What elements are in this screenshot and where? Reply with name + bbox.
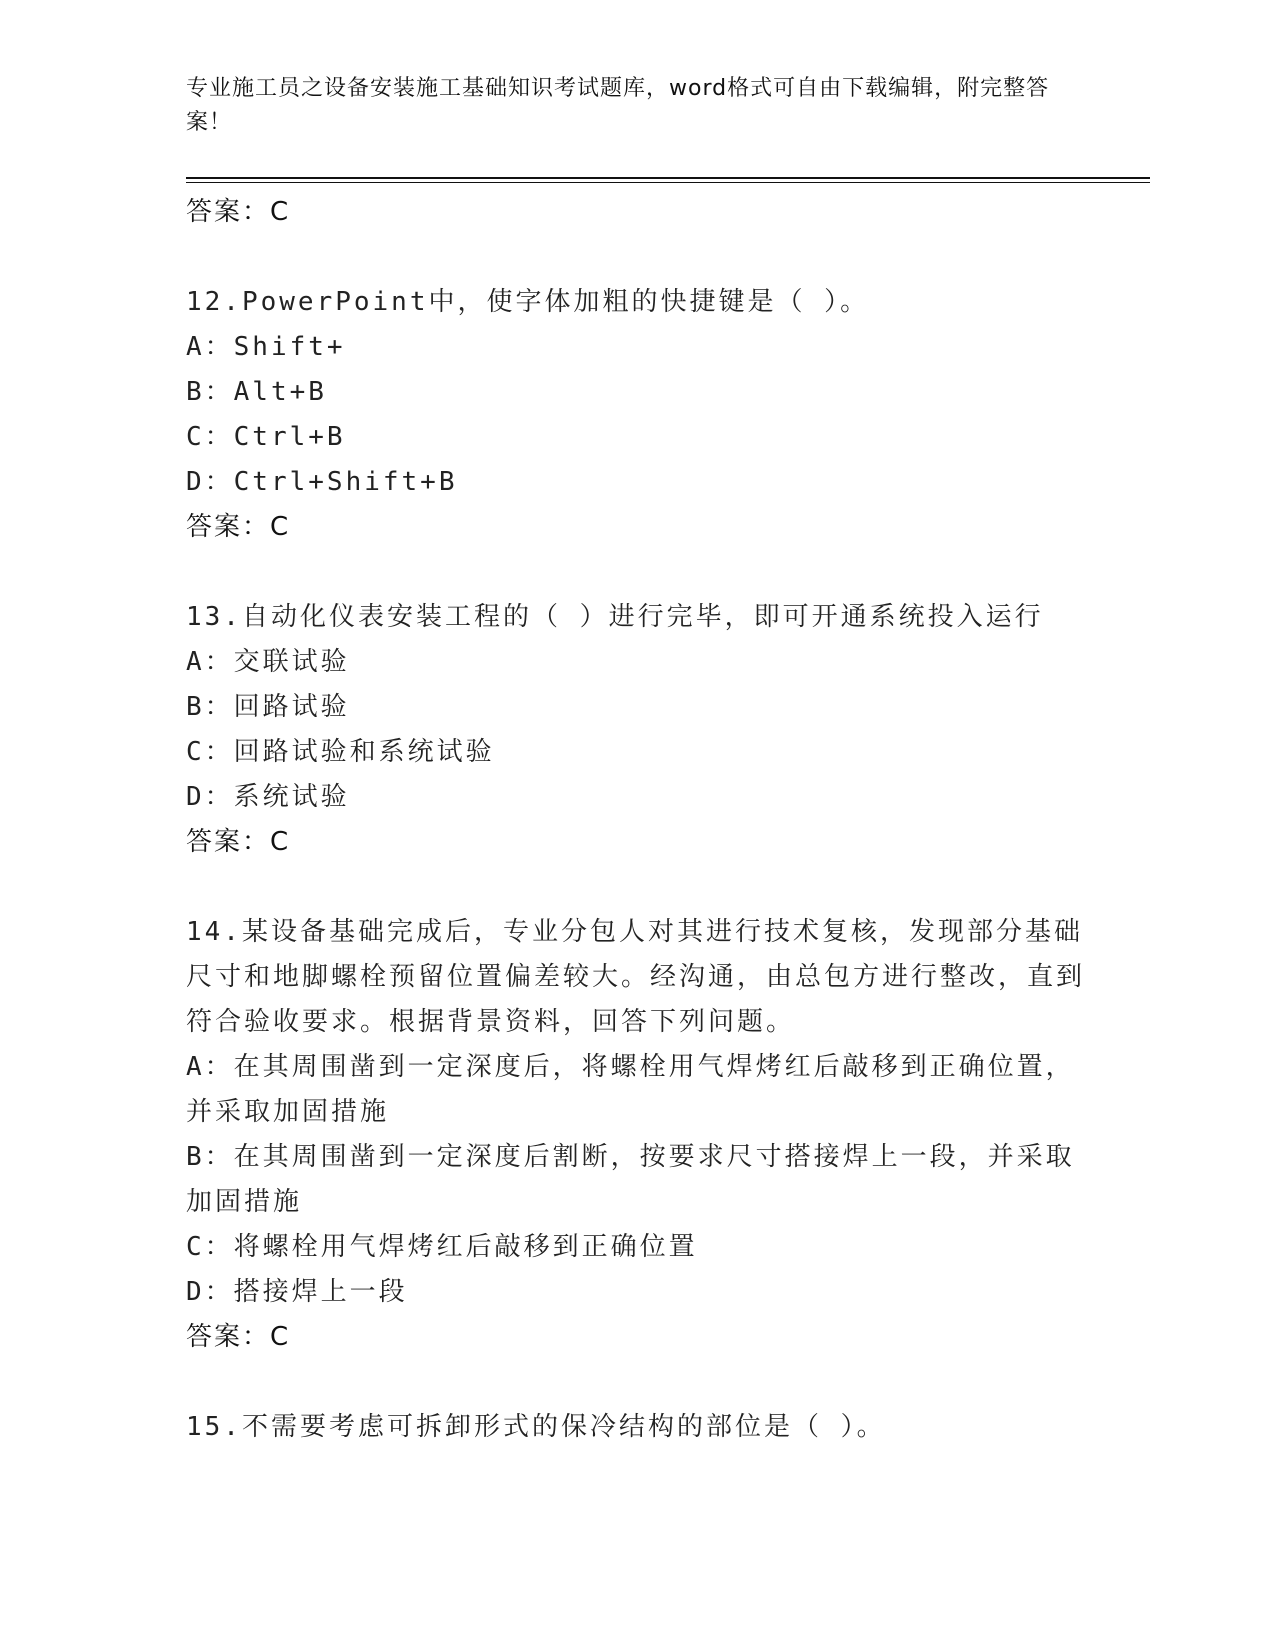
question-13 <box>186 595 1086 820</box>
question-stem: 12.PowerPoint中，使字体加粗的快捷键是（ ）。 <box>186 287 870 317</box>
question-12 <box>186 280 1086 505</box>
option-a: A：交联试验 <box>186 647 350 677</box>
question-stem: 15.不需要考虑可拆卸形式的保冷结构的部位是（ ）。 <box>186 1412 886 1442</box>
question-list <box>186 190 1086 1450</box>
answer-11: 答案：C <box>186 197 291 227</box>
option-d: D：Ctrl+Shift+B <box>186 467 458 497</box>
document-header: 专业施工员之设备安装施工基础知识考试题库，word格式可自由下载编辑，附完整答案！ <box>186 76 1050 135</box>
option-b: B：Alt+B <box>186 377 327 407</box>
answer-14: 答案：C <box>186 1322 291 1352</box>
option-c: C：将螺栓用气焊烤红后敲移到正确位置 <box>186 1232 698 1262</box>
question-stem: 13.自动化仪表安装工程的（ ）进行完毕，即可开通系统投入运行 <box>186 602 1044 632</box>
option-a: A：Shift+ <box>186 332 346 362</box>
spacer <box>186 234 1086 280</box>
answer-13: 答案：C <box>186 827 291 857</box>
option-b: B：回路试验 <box>186 692 350 722</box>
spacer <box>186 864 1086 910</box>
spacer <box>186 1359 1086 1405</box>
option-b: B：在其周围凿到一定深度后割断，按要求尺寸搭接焊上一段，并采取加固措施 <box>186 1142 1075 1217</box>
header-divider-thin <box>186 182 1150 183</box>
option-d: D：搭接焊上一段 <box>186 1277 408 1307</box>
header-divider-thick <box>186 177 1150 179</box>
answer-12: 答案：C <box>186 512 291 542</box>
question-14 <box>186 910 1086 1315</box>
option-d: D：系统试验 <box>186 782 350 812</box>
question-15 <box>186 1405 1086 1450</box>
spacer <box>186 549 1086 595</box>
option-c: C：回路试验和系统试验 <box>186 737 495 767</box>
option-c: C：Ctrl+B <box>186 422 346 452</box>
question-stem: 14.某设备基础完成后，专业分包人对其进行技术复核，发现部分基础尺寸和地脚螺栓预留位置偏差较大。经沟通，由总包方进行整改，直到符合验收要求。根据背景资料，回答下列问题。 <box>186 917 1086 1037</box>
option-a: A：在其周围凿到一定深度后，将螺栓用气焊烤红后敲移到正确位置，并采取加固措施 <box>186 1052 1075 1127</box>
